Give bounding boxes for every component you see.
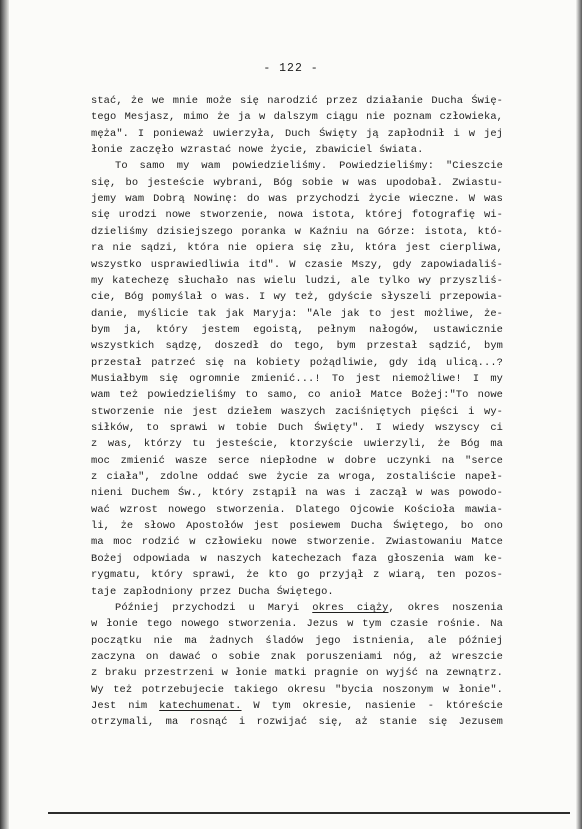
text-line xyxy=(91,177,503,189)
scan-right-border xyxy=(576,0,582,829)
text-run: , okres noszenia xyxy=(388,601,503,614)
text-line xyxy=(91,144,503,156)
text-line xyxy=(91,242,503,254)
text-line xyxy=(91,291,503,303)
text-run: stać, że we mnie może się narodzić przez działanie Ducha Świę- xyxy=(91,95,503,107)
text-line xyxy=(115,160,503,172)
text-run: Jest nim xyxy=(91,699,160,712)
text-line xyxy=(115,602,503,614)
text-run: z ciała", zdolne oddać swe życie za wroga, zostaliście napeł- xyxy=(91,471,503,484)
bottom-rule xyxy=(48,812,570,814)
text-line xyxy=(91,618,503,630)
text-run: taje zapłodniony przez Ducha Świętego. xyxy=(91,585,334,598)
text-run: Bożej odpowiada w naszych katechezach faza głoszenia wam ke- xyxy=(91,552,503,565)
text-line xyxy=(91,700,503,712)
text-run: męża". I ponieważ uwierzyła, Duch Święty ją zapłodnił i w jej xyxy=(91,127,503,140)
text-line xyxy=(91,520,503,532)
text-line xyxy=(91,569,503,581)
text-line xyxy=(91,455,503,467)
text-line xyxy=(91,259,503,271)
text-run: ra nie sądzi, która nie opiera się złu, która jest cierpliwa, xyxy=(91,242,503,255)
text-run: przestał patrzeć się na kobiety pożądliwie, gdy idą ulicą...? xyxy=(91,356,503,369)
text-run: Później przychodzi u Maryi xyxy=(115,601,313,614)
text-run: Musiałbym się ogromnie zmienić...! To jest niemożliwe! I my xyxy=(91,372,503,385)
text-run: my katechezę słuchało nas wielu ludzi, ale tylko wy przyszliś- xyxy=(91,274,503,287)
text-run: Wy też potrzebujecie takiego okresu "bycia noszonym w łonie". xyxy=(91,683,503,696)
text-line xyxy=(91,308,503,320)
text-line xyxy=(91,406,503,418)
text-line xyxy=(91,128,503,140)
text-line xyxy=(91,684,503,696)
text-run: rygmatu, który sprawi, że kto go przyjął z wiarą, ten pozos- xyxy=(91,569,503,582)
text-run: z was, którzy tu jesteście, ktorzyście uwierzyli, że Bóg ma xyxy=(91,438,503,451)
text-line xyxy=(91,536,503,548)
text-line xyxy=(91,275,503,287)
text-line xyxy=(91,504,503,516)
text-run: li, że słowo Apostołów jest posiewem Ducha Świętego, bo ono xyxy=(91,520,503,533)
text-line xyxy=(91,373,503,385)
text-line xyxy=(91,471,503,483)
text-line xyxy=(91,667,503,679)
text-run: stworzenie nie jest dziełem waszych zaciśniętych pięści i wy- xyxy=(91,405,503,418)
text-line xyxy=(91,389,503,401)
page-number: - 122 - xyxy=(263,62,319,75)
text-run: cie, Bóg pomyślał o was. I wy też, gdyście słyszeli przepowia- xyxy=(91,291,503,304)
text-line xyxy=(91,209,503,221)
text-run: łonie zaczęło wzrastać nowe życie, zbawiciel świata. xyxy=(91,144,424,157)
text-run: moc zmienić wasze serce niepłodne w dobre uczynki na "serce xyxy=(91,454,503,467)
text-line xyxy=(91,226,503,238)
text-run: dzieliśmy dzisiejszego poranka w Kaźniu na Górze: istota, któ- xyxy=(91,225,503,238)
text-line xyxy=(91,111,503,123)
text-line xyxy=(91,340,503,352)
text-run: początku nie ma żadnych śladów jego istnienia, ale później xyxy=(91,634,503,647)
text-run: bym ja, który jestem egoistą, pełnym nałogów, ustawicznie xyxy=(91,323,503,336)
text-run: wam też powiedzieliśmy to samo, co anioł Matce Bożej:"To nowe xyxy=(91,389,503,402)
text-line xyxy=(91,95,503,107)
text-line xyxy=(91,651,503,663)
text-run: się, bo jesteście wybrani, Bóg sobie w was upodobał. Zwiastu- xyxy=(91,176,503,189)
scan-left-border xyxy=(0,0,9,829)
underlined-phrase: okres ciąży xyxy=(312,601,389,614)
text-run: W tym okresie, nasienie - któreście xyxy=(241,699,503,712)
text-run: danie, myślicie tak jak Maryja: "Ale jak to jest możliwe, że- xyxy=(91,307,503,320)
text-run: siłków, to sprawi w tobie Duch Święty". I wiedy wszyscy ci xyxy=(91,422,503,434)
text-line xyxy=(91,422,503,434)
text-line xyxy=(91,357,503,369)
text-run: się urodzi nowe stworzenie, nowa istota, której fotografię wi- xyxy=(91,209,503,222)
text-run: w łonie tego nowego stworzenia. Jezus w tym czasie rośnie. Na xyxy=(91,618,503,631)
text-run: wszystkich sądzę, doszedł do tego, bym przestał sądzić, bym xyxy=(91,340,503,353)
text-line xyxy=(91,324,503,336)
text-run: otrzymali, ma rosnąć i rozwijać się, aż stanie się Jezusem xyxy=(91,716,503,729)
text-run: ma moc rodzić w człowieku nowe stworzenie. Zwiastowaniu Matce xyxy=(91,536,503,549)
text-run: nieni Duchem Św., który zstąpił na was i zaczął w was powodo- xyxy=(91,487,503,500)
text-line xyxy=(91,716,503,728)
text-run: zaczyna on dawać o sobie znak poruszeniami nóg, aż wreszcie xyxy=(91,650,503,663)
text-run: jemy wam Dobrą Nowinę: do was przychodzi życie wieczne. W was xyxy=(91,193,503,206)
text-run: wać wzrost nowego stworzenia. Dlatego Ojcowie Kościoła mawia- xyxy=(91,503,503,516)
text-run: wszystko usprawiedliwia itd". W czasie Mszy, gdy zapowiadaliś- xyxy=(91,258,503,271)
text-line xyxy=(91,586,503,598)
text-run: To samo my wam powiedzieliśmy. Powiedzieliśmy: "Cieszcie xyxy=(115,160,503,173)
text-run: z braku przestrzeni w łonie matki pragnie on wyjść na zewnątrz. xyxy=(91,667,503,680)
text-line xyxy=(91,487,503,499)
underlined-phrase: katechumenat. xyxy=(159,699,242,712)
text-line xyxy=(91,553,503,565)
text-line xyxy=(91,635,503,647)
text-line xyxy=(91,438,503,450)
text-line xyxy=(91,193,503,205)
text-run: tego Mesjasz, mimo że ja w dalszym ciągu nie poznam człowieka, xyxy=(91,111,503,124)
